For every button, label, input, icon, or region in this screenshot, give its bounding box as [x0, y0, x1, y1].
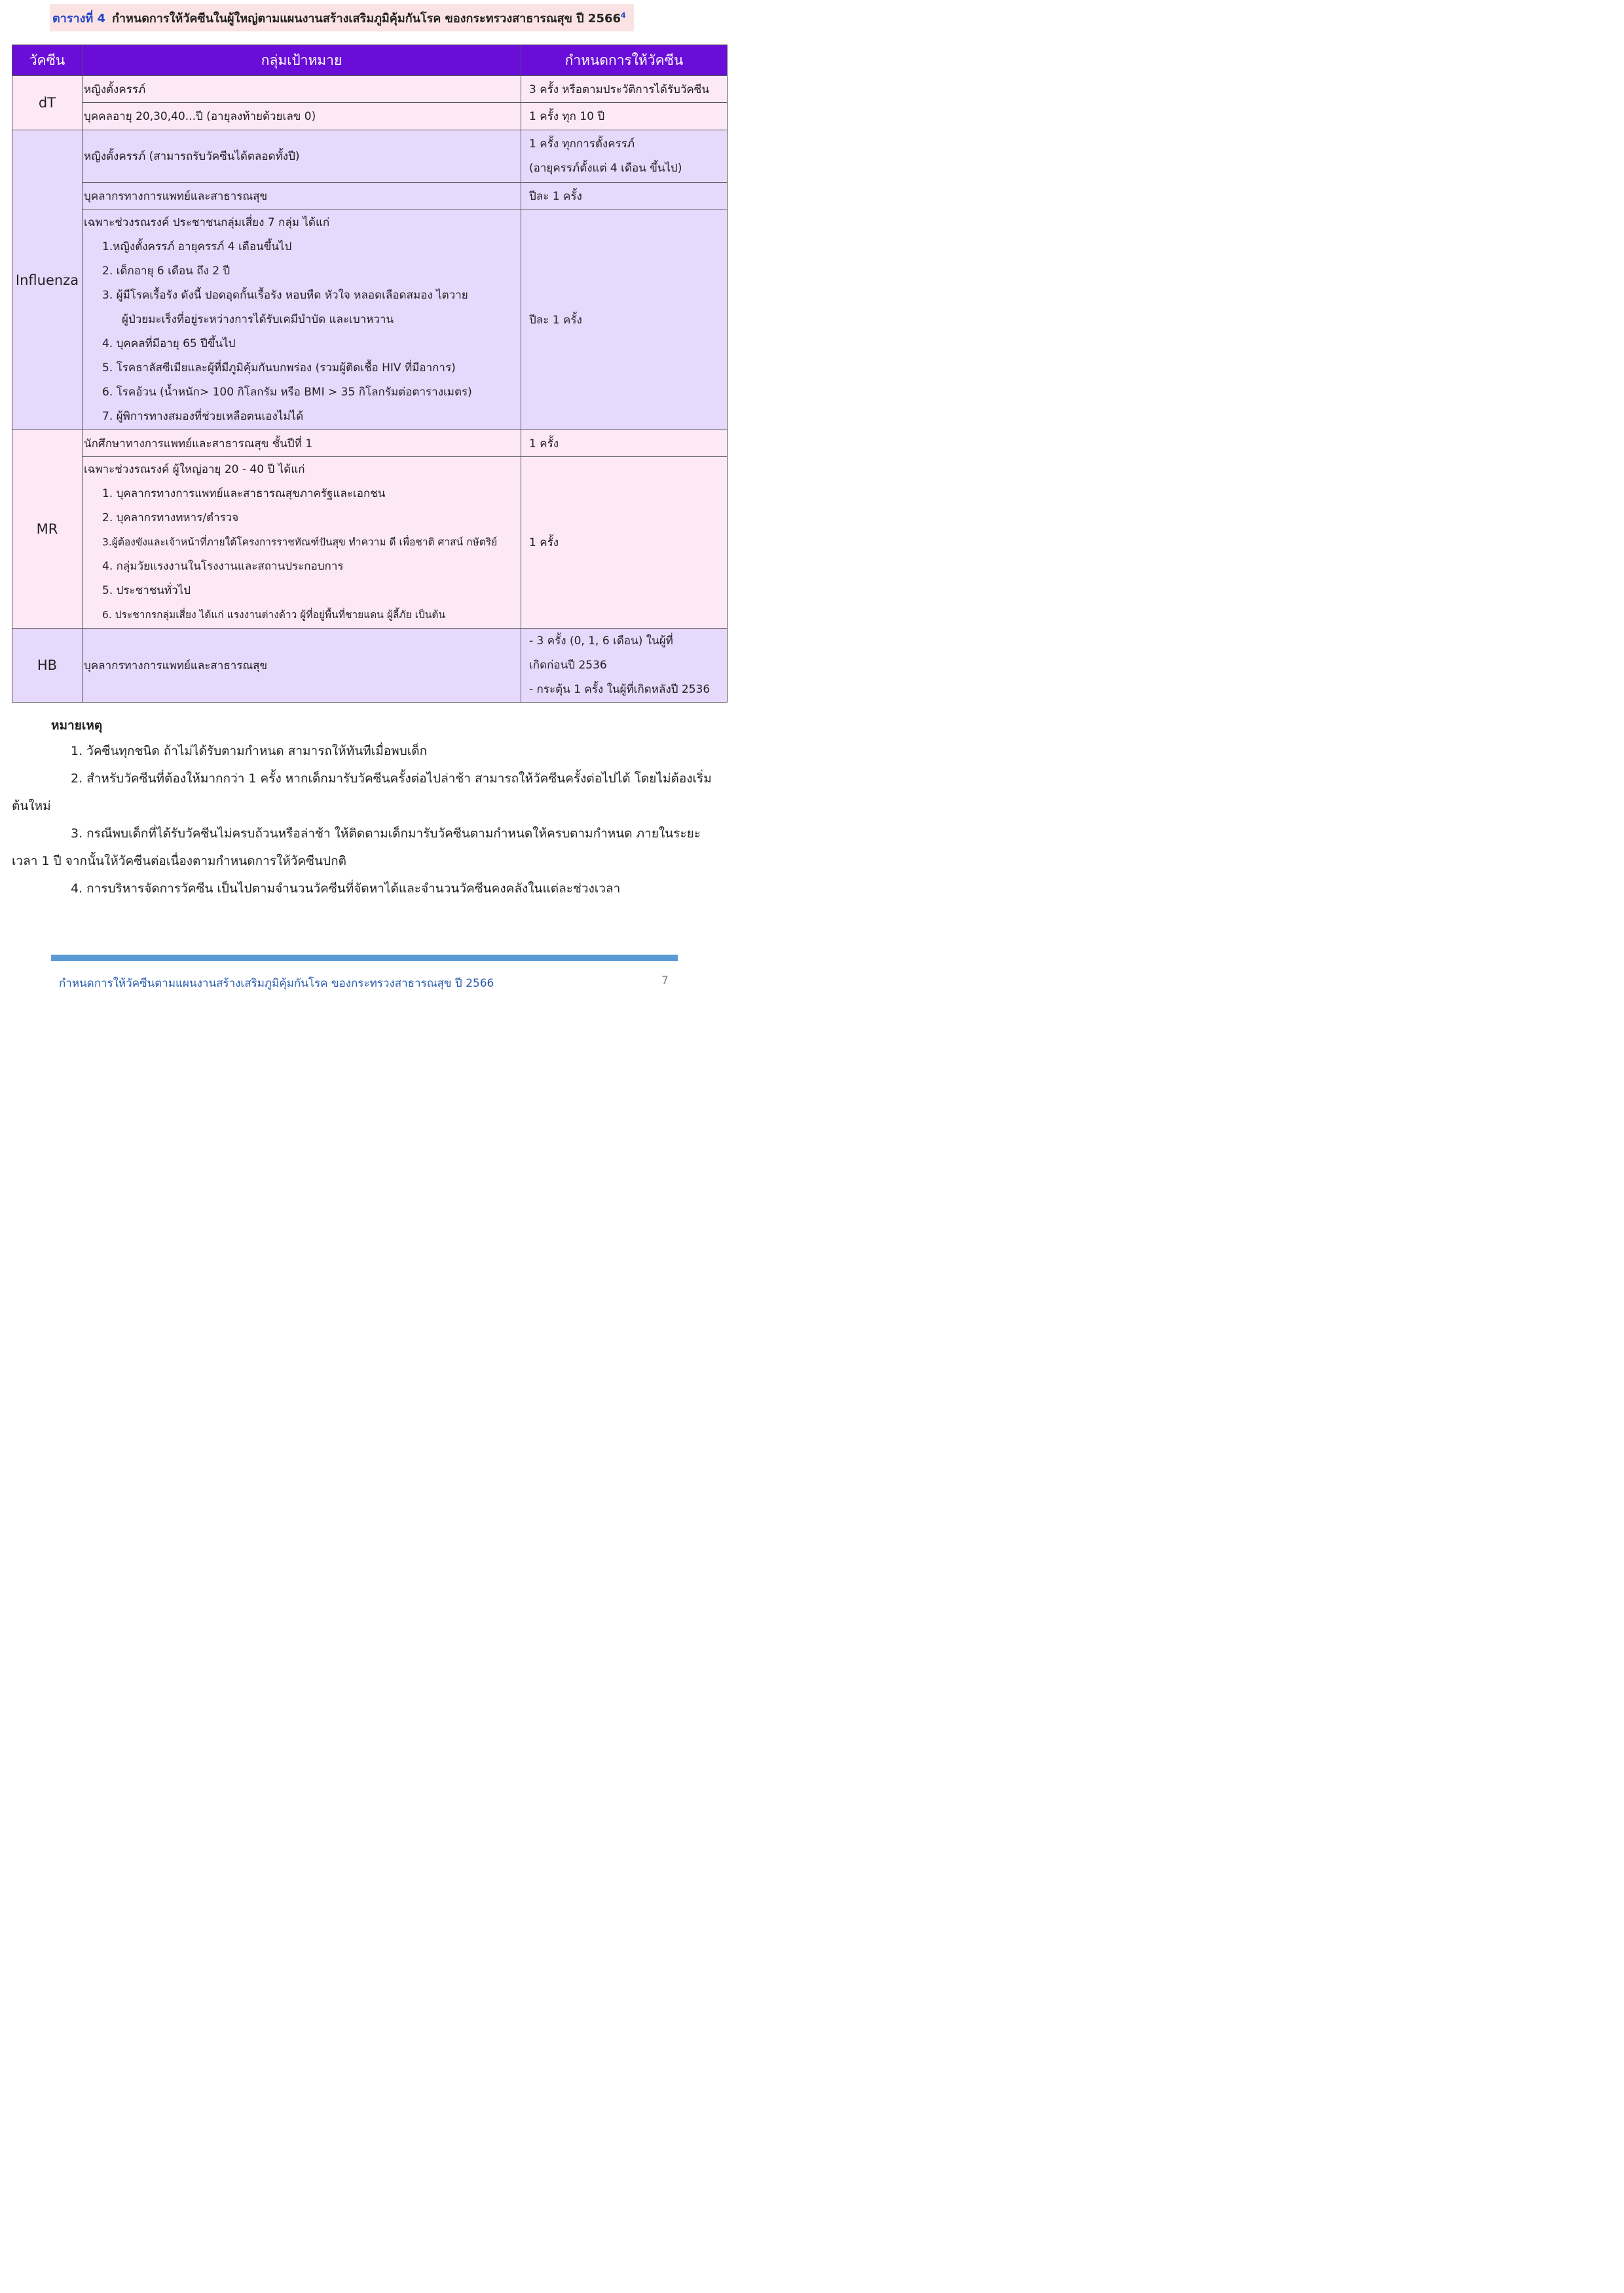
footnote-ref: 4 [621, 10, 626, 20]
list-item: ผู้ป่วยมะเร็งที่อยู่ระหว่างการได้รับเคมีบำบัด และเบาหวาน [122, 313, 394, 326]
list-item: 7. ผู้พิการทางสมองที่ช่วยเหลือตนเองไม่ได้ [102, 410, 304, 423]
table-row [12, 457, 728, 629]
notes-heading: หมายเหตุ [51, 718, 103, 733]
table-header-row [12, 45, 728, 76]
list-item: 6. โรคอ้วน (น้ำหนัก> 100 กิโลกรัม หรือ BMI > 35 กิโลกรัมต่อตารางเมตร) [102, 386, 472, 399]
table-title-text: กำหนดการให้วัคซีนในผู้ใหญ่ตามแผนงานสร้างเสริมภูมิคุ้มกันโรค ของกระทรวงสาธารณสุข ปี 2566$^4$ [112, 10, 626, 26]
vaccine-cell-hb: HB [12, 629, 83, 703]
schedule-cell: 1 ครั้ง ทุก 10 ปี [521, 103, 728, 130]
page-number: 7 [661, 974, 669, 987]
list-item: 5. ประชาชนทั่วไป [102, 584, 191, 597]
schedule-cell: 1 ครั้ง [521, 430, 728, 457]
schedule-line: - 3 ครั้ง (0, 1, 6 เดือน) ในผู้ที่ [529, 634, 673, 648]
schedule-line: 1 ครั้ง ทุกการตั้งครรภ์ [529, 137, 635, 151]
list-item: 6. ประชากรกลุ่มเสี่ยง ได้แก่ แรงงานต่างด้าว ผู้ที่อยู่พื้นที่ชายแดน ผู้ลี้ภัย เป็นต้น [102, 609, 446, 621]
table-row [12, 629, 728, 703]
list-item: 2. เด็กอายุ 6 เดือน ถึง 2 ปี [102, 265, 231, 278]
note-item: 1. วัคซีนทุกชนิด ถ้าไม่ได้รับตามกำหนด สามารถให้ทันทีเมื่อพบเด็ก [71, 744, 428, 758]
footer-divider [51, 955, 678, 961]
schedule-cell [521, 629, 728, 703]
table-row [12, 130, 728, 183]
list-item: 3. ผู้มีโรคเรื้อรัง ดังนี้ ปอดอุดกั้นเรื้อรัง หอบหืด หัวใจ หลอดเลือดสมอง ไตวาย [102, 289, 468, 302]
list-item: 1. บุคลากรทางการแพทย์และสาธารณสุขภาครัฐและเอกชน [102, 487, 386, 500]
list-item: 1.หญิงตั้งครรภ์ อายุครรภ์ 4 เดือนขึ้นไป [102, 240, 292, 253]
target-cell: บุคลากรทางการแพทย์และสาธารณสุข [83, 629, 521, 703]
list-intro: เฉพาะช่วงรณรงค์ ประชาชนกลุ่มเสี่ยง 7 กลุ่ม ได้แก่ [84, 216, 330, 229]
schedule-line: เกิดก่อนปี 2536 [529, 658, 607, 672]
note-item: 4. การบริหารจัดการวัคซีน เป็นไปตามจำนวนวัคซีนที่จัดหาได้และจำนวนวัคซีนคงคลังในแต่ละช่วงเวลา [71, 881, 621, 896]
table-row [12, 210, 728, 430]
note-item: 2. สำหรับวัคซีนที่ต้องให้มากกว่า 1 ครั้ง หากเด็กมารับวัคซีนครั้งต่อไปล่าช้า สามารถให้วัคซีนครั้งต่อไปได้ โดยไม่ต้องเริ่มต้นใหม่ [12, 771, 712, 813]
list-item: 3.ผู้ต้องขังและเจ้าหน้าที่ภายใต้โครงการราชทัณฑ์ปันสุข ทำความ ดี เพื่อชาติ ศาสน์ กษัตริย์ [102, 536, 498, 548]
list-item: 2. บุคลากรทางทหาร/ตำรวจ [102, 511, 239, 524]
list-item: 4. บุคคลที่มีอายุ 65 ปีขึ้นไป [102, 337, 236, 350]
target-cell: บุคลากรทางการแพทย์และสาธารณสุข [83, 183, 521, 210]
schedule-cell: 1 ครั้ง [521, 457, 728, 629]
schedule-line: - กระตุ้น 1 ครั้ง ในผู้ที่เกิดหลังปี 2536 [529, 682, 710, 696]
header-schedule: กำหนดการให้วัคซีน [521, 45, 728, 76]
schedule-cell: 3 ครั้ง หรือตามประวัติการได้รับวัคซีน [521, 76, 728, 103]
target-cell [83, 457, 521, 629]
footer-title: กำหนดการให้วัคซีนตามแผนงานสร้างเสริมภูมิคุ้มกันโรค ของกระทรวงสาธารณสุข ปี 2566 [59, 977, 494, 990]
schedule-cell: ปีละ 1 ครั้ง [521, 183, 728, 210]
list-intro: เฉพาะช่วงรณรงค์ ผู้ใหญ่อายุ 20 - 40 ปี ได้แก่ [84, 463, 305, 476]
target-cell: หญิงตั้งครรภ์ [83, 76, 521, 103]
table-row [12, 430, 728, 457]
table-title [50, 4, 634, 31]
target-cell [83, 210, 521, 430]
table-row [12, 183, 728, 210]
schedule-cell [521, 130, 728, 183]
target-cell: นักศึกษาทางการแพทย์และสาธารณสุข ชั้นปีที่ 1 [83, 430, 521, 457]
list-item: 5. โรคธาลัสซีเมียและผู้ที่มีภูมิคุ้มกันบกพร่อง (รวมผู้ติดเชื้อ HIV ที่มีอาการ) [102, 361, 456, 375]
list-item: 4. กลุ่มวัยแรงงานในโรงงานและสถานประกอบการ [102, 560, 344, 573]
target-cell: หญิงตั้งครรภ์ (สามารถรับวัคซีนได้ตลอดทั้งปี) [83, 130, 521, 183]
vaccine-schedule-table [12, 45, 728, 703]
table-number: ตารางที่ 4 [52, 11, 106, 26]
vaccine-cell-dt: dT [12, 76, 83, 130]
schedule-line: (อายุครรภ์ตั้งแต่ 4 เดือน ขึ้นไป) [529, 161, 682, 175]
header-vaccine: วัคซีน [12, 45, 83, 76]
vaccine-cell-influenza: Influenza [12, 130, 83, 430]
note-item: 3. กรณีพบเด็กที่ได้รับวัคซีนไม่ครบถ้วนหรือล่าช้า ให้ติดตามเด็กมารับวัคซีนตามกำหนดให้ครบตามกำหนด ภายในระยะเวลา 1 ปี จากนั้นให้วัคซีนต่อเนื่องตามกำหนดการให้วัคซีนปกติ [12, 826, 701, 868]
notes-section [12, 714, 719, 902]
header-target-group: กลุ่มเป้าหมาย [83, 45, 521, 76]
table-row [12, 103, 728, 130]
schedule-cell: ปีละ 1 ครั้ง [521, 210, 728, 430]
target-cell: บุคคลอายุ 20,30,40...ปี (อายุลงท้ายด้วยเลข 0) [83, 103, 521, 130]
table-row [12, 76, 728, 103]
vaccine-cell-mr: MR [12, 430, 83, 629]
